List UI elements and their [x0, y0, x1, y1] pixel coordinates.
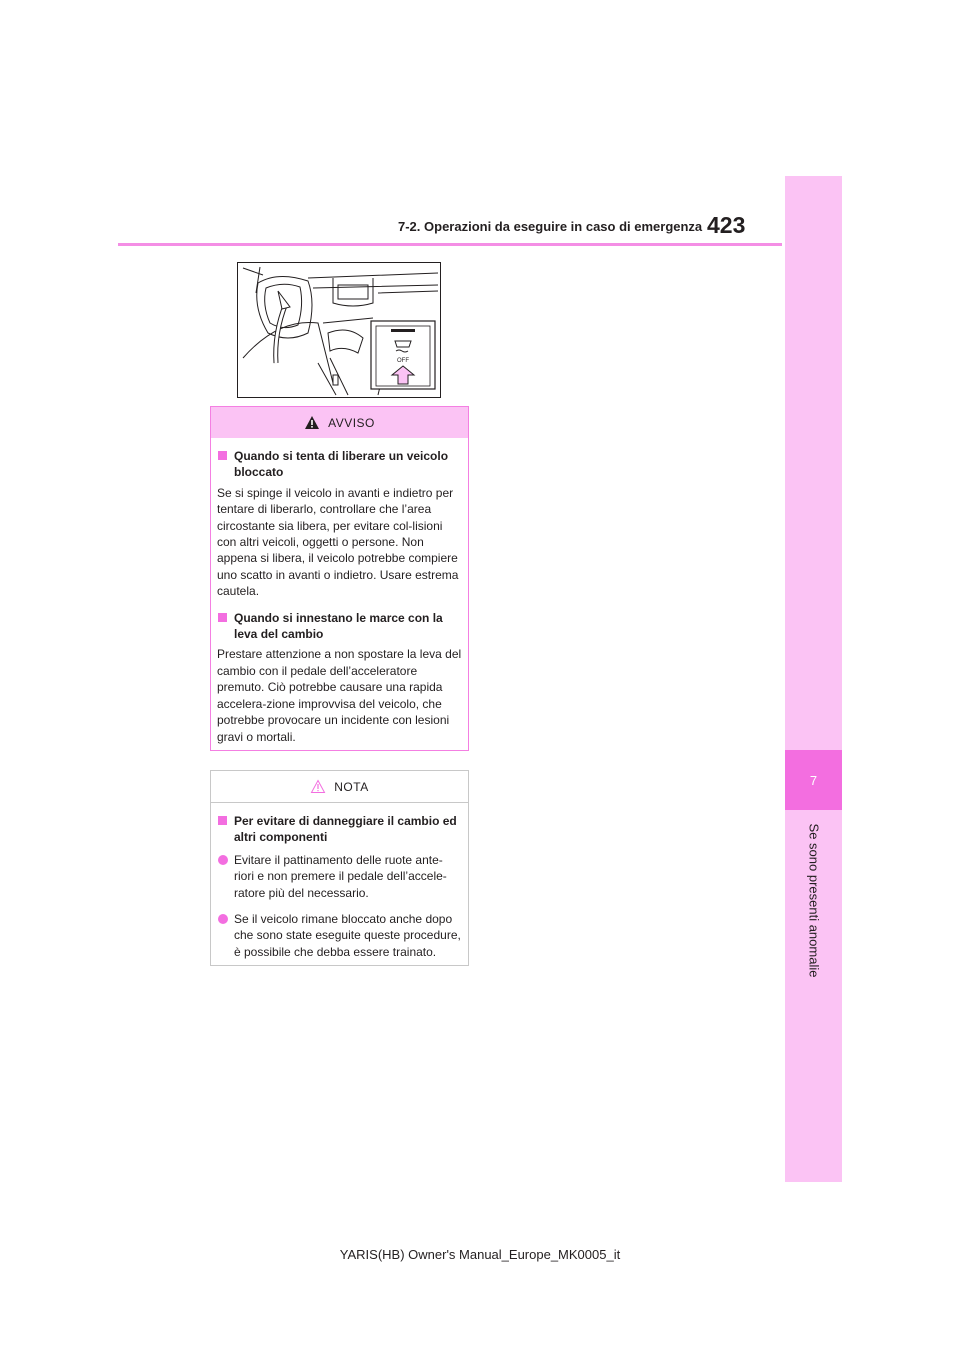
chapter-title: Se sono presenti anomalie: [806, 823, 821, 977]
warning-heading-2: Quando si innestano le marce con la leva del cambio: [217, 610, 462, 643]
chapter-number: 7: [809, 772, 818, 788]
warning-header: [211, 407, 468, 438]
notice-bullet-2: Se il veicolo rimane bloccato anche dopo che sono state eseguite queste procedure, è possibile che debba essere trainato.: [217, 911, 462, 960]
notice-title: NOTA: [334, 779, 369, 794]
dashboard-drawing: [238, 263, 440, 397]
square-bullet-icon: [218, 613, 227, 622]
warning-text-1: Se si spinge il veicolo in avanti e indietro per tentare di liberarlo, controllare che l’area circostante sia libera, per evitare col-lisioni con altri veicoli, oggetti o persone. Non appena si libera, il veicolo potrebbe compiere uno scatto in avanti o indietro. Usare estrema cautela.: [217, 485, 459, 599]
notice-box: [210, 770, 469, 966]
page-footer: YARIS(HB) Owner's Manual_Europe_MK0005_it: [339, 1247, 621, 1262]
page-number: 423: [707, 212, 746, 238]
square-bullet-icon: [218, 816, 227, 825]
warning-text-2: Prestare attenzione a non spostare la leva del cambio con il pedale dell’acceleratore premuto. Ciò potrebbe causare una rapida accelera-zione improvvisa del veicolo, che potrebbe provocare un incidente con lesioni gravi o mortali.: [217, 647, 462, 744]
notice-header: [211, 771, 468, 803]
warning-title: AVVISO: [328, 415, 375, 430]
notice-heading: Per evitare di danneggiare il cambio ed altri componenti: [217, 813, 462, 846]
square-bullet-icon: [218, 451, 227, 460]
warning-heading-1: Quando si tenta di liberare un veicolo bloccato: [217, 448, 462, 481]
section-title: 7-2. Operazioni da eseguire in caso di emergenza: [398, 219, 703, 234]
chapter-title-tab: [785, 815, 842, 985]
chapter-side-tab: [785, 176, 842, 1182]
off-label: OFF: [397, 358, 409, 364]
header-rule: [118, 243, 782, 246]
chapter-number-tab[interactable]: [785, 750, 842, 810]
caution-triangle-icon: [310, 779, 326, 794]
warning-box: [210, 406, 469, 751]
circle-bullet-icon: [218, 914, 228, 924]
dashboard-illustration: [237, 262, 441, 398]
circle-bullet-icon: [218, 855, 228, 865]
warning-triangle-icon: [304, 415, 320, 430]
notice-bullet-1: Evitare il pattinamento delle ruote ante-riori e non premere il pedale dell’accele-ratore più del necessario.: [217, 852, 462, 901]
